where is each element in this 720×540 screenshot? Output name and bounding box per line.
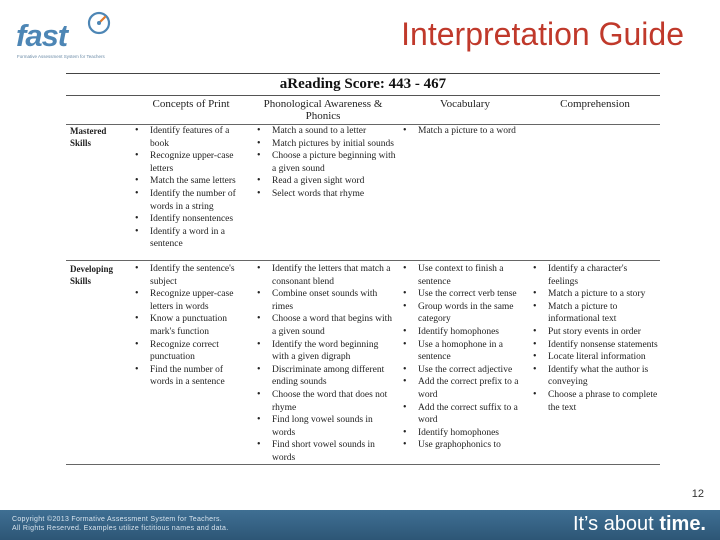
column-header-concepts-of-print: Concepts of Print	[152, 98, 230, 110]
tagline-emphasis: time.	[659, 513, 706, 535]
skill-item: • Identify the word beginning with a given digraph	[256, 339, 396, 364]
skill-item: • Identify nonsentences	[134, 213, 248, 226]
skill-item: • Match the same letters	[134, 175, 248, 188]
logo-wordmark: fast	[16, 18, 68, 53]
skill-item: • Add the correct suffix to a word	[402, 402, 526, 427]
skill-item: • Select words that rhyme	[256, 188, 396, 201]
gauge-icon	[86, 10, 112, 36]
skill-item: • Know a punctuation mark's function	[134, 313, 248, 338]
skill-item: • Locate literal information	[532, 351, 658, 364]
skill-item: • Find short vowel sounds in words	[256, 439, 396, 464]
skill-item: • Use context to finish a sentence	[402, 263, 526, 288]
title-rule	[66, 95, 660, 96]
skill-item: • Identify features of a book	[134, 125, 248, 150]
row-label-mastered: Mastered Skills	[70, 126, 107, 148]
skill-item: • Identify the number of words in a string	[134, 188, 248, 213]
skill-item: • Discriminate among different ending sounds	[256, 364, 396, 389]
skill-item: • Identify the letters that match a consonant blend	[256, 263, 396, 288]
skill-item: • Combine onset sounds with rimes	[256, 288, 396, 313]
skill-item: • Use graphophonics to	[402, 439, 526, 452]
skill-item: • Match a picture to a story	[532, 288, 658, 301]
copyright-notice	[12, 515, 228, 533]
developing-comprehension	[532, 263, 658, 414]
row-label-developing: Developing Skills	[70, 264, 114, 286]
skill-item: • Match a sound to a letter	[256, 125, 396, 138]
skill-item: • Find long vowel sounds in words	[256, 414, 396, 439]
skill-item: • Recognize upper-case letters	[134, 150, 248, 175]
score-title: aReading Score: 443 - 467	[279, 76, 447, 92]
page-title: Interpretation Guide	[401, 16, 684, 52]
skill-item: • Identify homophones	[402, 326, 526, 339]
skill-item: • Identify nonsense statements	[532, 339, 658, 352]
skill-item: • Choose a picture beginning with a given sound	[256, 150, 396, 175]
row-divider	[66, 260, 660, 261]
skill-item: • Match a picture to a word	[402, 125, 522, 138]
column-header-phonological-awareness: Phonological Awareness & Phonics	[263, 98, 383, 122]
skill-item: • Read a given sight word	[256, 175, 396, 188]
fast-logo	[14, 10, 134, 66]
tagline-prefix: It’s about	[572, 513, 654, 535]
table-bottom-rule	[66, 464, 660, 465]
skill-item: • Identify the sentence's subject	[134, 263, 248, 288]
skill-item: • Identify a character's feelings	[532, 263, 658, 288]
skill-item: • Add the correct prefix to a word	[402, 376, 526, 401]
table-top-rule	[66, 73, 660, 74]
developing-vocabulary	[402, 263, 526, 452]
developing-concepts-of-print	[134, 263, 248, 389]
skill-item: • Use the correct verb tense	[402, 288, 526, 301]
skill-item: • Recognize upper-case letters in words	[134, 288, 248, 313]
skill-item: • Match a picture to informational text	[532, 301, 658, 326]
skill-item: • Recognize correct punctuation	[134, 339, 248, 364]
skill-item: • Identify what the author is conveying	[532, 364, 658, 389]
mastered-vocabulary	[402, 125, 522, 138]
mastered-concepts-of-print	[134, 125, 248, 251]
skill-item: • Put story events in order	[532, 326, 658, 339]
skill-item: • Group words in the same category	[402, 301, 526, 326]
skill-item: • Choose the word that does not rhyme	[256, 389, 396, 414]
page-number: 12	[691, 488, 704, 500]
skill-item: • Identify a word in a sentence	[134, 226, 248, 251]
mastered-phonological-awareness	[256, 125, 396, 201]
interpretation-table	[66, 73, 660, 465]
copyright-line-1: Copyright ©2013 Formative Assessment System for Teachers.	[12, 516, 223, 523]
column-header-comprehension: Comprehension	[560, 98, 630, 110]
skill-item: • Find the number of words in a sentence	[134, 364, 248, 389]
skill-item: • Use the correct adjective	[402, 364, 526, 377]
developing-phonological-awareness	[256, 263, 396, 465]
skill-item: • Use a homophone in a sentence	[402, 339, 526, 364]
skill-item: • Choose a word that begins with a given sound	[256, 313, 396, 338]
footer-tagline	[573, 513, 706, 536]
column-header-vocabulary: Vocabulary	[440, 98, 490, 110]
footer-bar	[0, 510, 720, 540]
copyright-line-2: All Rights Reserved. Examples utilize fictitious names and data.	[12, 525, 229, 532]
skill-item: • Identify homophones	[402, 427, 526, 440]
skill-item: • Choose a phrase to complete the text	[532, 389, 658, 414]
skill-item: • Match pictures by initial sounds	[256, 138, 396, 151]
logo-tagline: Formative Assessment System for Teachers	[17, 54, 105, 59]
